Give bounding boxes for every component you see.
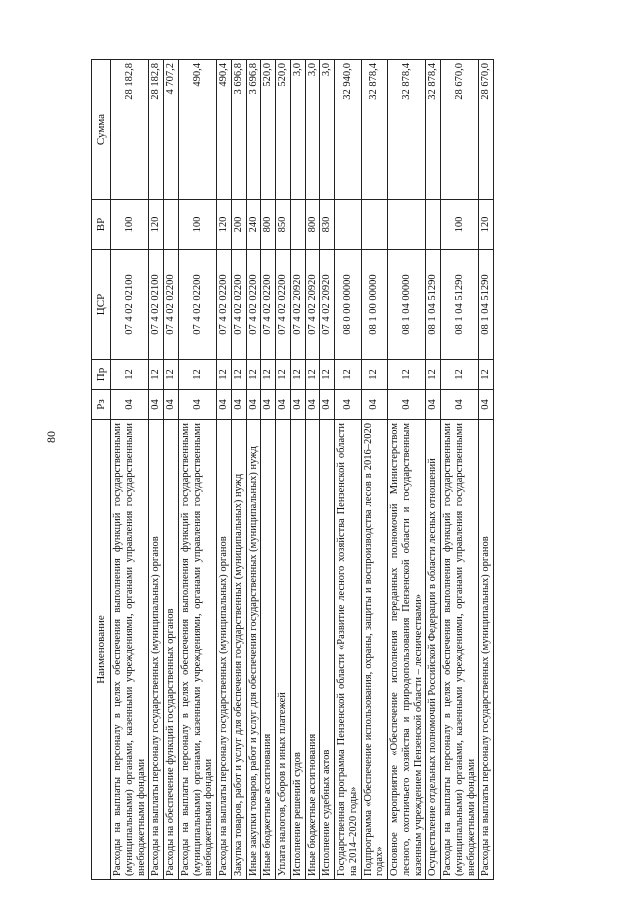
cell-csr: 07 4 02 20920 — [305, 250, 320, 360]
table-row — [178, 60, 216, 880]
cell-rz: 04 — [111, 390, 149, 420]
cell-rz: 04 — [261, 390, 276, 420]
cell-rz: 04 — [426, 390, 441, 420]
cell-rz: 04 — [320, 390, 335, 420]
table-row — [111, 60, 149, 880]
cell-sum: 3,0 — [320, 60, 335, 200]
cell-vr: 800 — [261, 200, 276, 250]
cell-name: Подпрограмма «Обеспечение использования, охраны, защиты и воспроизводства лесов в 2016–2020 годах» — [361, 420, 388, 880]
header-name: Наименование — [92, 420, 111, 880]
cell-pr: 12 — [111, 360, 149, 390]
cell-vr: 120 — [217, 200, 232, 250]
header-pr: Пр — [92, 360, 111, 390]
table-row — [426, 60, 441, 880]
table-row — [388, 60, 426, 880]
cell-sum: 28 182,8 — [149, 60, 164, 200]
cell-vr: 830 — [320, 200, 335, 250]
table-row — [276, 60, 291, 880]
cell-rz: 04 — [335, 390, 362, 420]
cell-name: Иные бюджетные ассигнования — [305, 420, 320, 880]
cell-sum: 3 696,8 — [231, 60, 246, 200]
budget-table — [91, 59, 494, 880]
cell-sum: 32 940,0 — [335, 60, 362, 200]
cell-pr: 12 — [178, 360, 216, 390]
cell-pr: 12 — [246, 360, 261, 390]
cell-rz: 04 — [276, 390, 291, 420]
cell-name: Исполнение судебных актов — [320, 420, 335, 880]
cell-sum: 28 670,0 — [479, 60, 494, 200]
cell-rz: 04 — [164, 390, 179, 420]
cell-pr: 12 — [261, 360, 276, 390]
table-row — [335, 60, 362, 880]
cell-vr — [426, 200, 441, 250]
cell-csr: 07 4 02 02200 — [164, 250, 179, 360]
cell-pr: 12 — [231, 360, 246, 390]
cell-sum: 32 878,4 — [388, 60, 426, 200]
cell-csr: 07 4 02 02200 — [246, 250, 261, 360]
table-row — [305, 60, 320, 880]
cell-csr: 08 1 04 51290 — [479, 250, 494, 360]
cell-sum: 32 878,4 — [361, 60, 388, 200]
cell-sum: 4 707,2 — [164, 60, 179, 200]
cell-vr — [388, 200, 426, 250]
cell-pr: 12 — [320, 360, 335, 390]
cell-sum: 28 670,0 — [441, 60, 479, 200]
cell-pr: 12 — [479, 360, 494, 390]
cell-pr: 12 — [276, 360, 291, 390]
table-row — [320, 60, 335, 880]
cell-pr: 12 — [217, 360, 232, 390]
cell-pr: 12 — [149, 360, 164, 390]
cell-name: Закупка товаров, работ и услуг для обеспечения государственных (муниципальных) нужд — [231, 420, 246, 880]
table-row — [149, 60, 164, 880]
table-row — [290, 60, 305, 880]
cell-csr: 07 4 02 20920 — [290, 250, 305, 360]
cell-rz: 04 — [178, 390, 216, 420]
cell-sum: 490,4 — [217, 60, 232, 200]
cell-vr — [164, 200, 179, 250]
cell-vr: 100 — [441, 200, 479, 250]
cell-rz: 04 — [305, 390, 320, 420]
cell-pr: 12 — [441, 360, 479, 390]
cell-rz: 04 — [246, 390, 261, 420]
cell-csr: 07 4 02 02200 — [217, 250, 232, 360]
cell-rz: 04 — [149, 390, 164, 420]
cell-rz: 04 — [231, 390, 246, 420]
cell-rz: 04 — [388, 390, 426, 420]
cell-vr — [335, 200, 362, 250]
cell-vr: 120 — [149, 200, 164, 250]
cell-csr: 08 1 00 00000 — [361, 250, 388, 360]
table-row — [479, 60, 494, 880]
cell-sum: 3 696,8 — [246, 60, 261, 200]
cell-pr: 12 — [164, 360, 179, 390]
cell-vr — [290, 200, 305, 250]
cell-rz: 04 — [361, 390, 388, 420]
cell-sum: 3,0 — [305, 60, 320, 200]
cell-vr: 120 — [479, 200, 494, 250]
table-row — [246, 60, 261, 880]
header-sum: Сумма — [92, 60, 111, 200]
cell-rz: 04 — [290, 390, 305, 420]
table-row — [441, 60, 479, 880]
cell-vr: 100 — [111, 200, 149, 250]
cell-pr: 12 — [335, 360, 362, 390]
cell-sum: 32 878,4 — [426, 60, 441, 200]
header-row — [92, 60, 111, 880]
cell-csr: 08 1 04 51290 — [426, 250, 441, 360]
rotated-page — [91, 60, 631, 880]
cell-csr: 07 4 02 02200 — [231, 250, 246, 360]
table-row — [361, 60, 388, 880]
cell-csr: 08 0 00 00000 — [335, 250, 362, 360]
page-number: 80 — [44, 431, 58, 443]
cell-vr: 240 — [246, 200, 261, 250]
cell-name: Расходы на выплаты персоналу государственных (муниципальных) органов — [479, 420, 494, 880]
cell-name: Расходы на обеспечение функций государственных органов — [164, 420, 179, 880]
cell-pr: 12 — [305, 360, 320, 390]
cell-sum: 490,4 — [178, 60, 216, 200]
table-row — [231, 60, 246, 880]
cell-vr: 850 — [276, 200, 291, 250]
cell-name: Расходы на выплаты персоналу в целях обеспечения выполнения функций государственными (муниципальными) органами, казенными учреждениями, органами управления государственными внебюджетными фондами — [441, 420, 479, 880]
header-vr: ВР — [92, 200, 111, 250]
cell-name: Иные бюджетные ассигнования — [261, 420, 276, 880]
cell-pr: 12 — [388, 360, 426, 390]
cell-name: Уплата налогов, сборов и иных платежей — [276, 420, 291, 880]
cell-csr: 07 4 02 02200 — [276, 250, 291, 360]
cell-name: Осуществление отдельных полномочий Российской Федерации в области лесных отношений — [426, 420, 441, 880]
cell-name: Иные закупки товаров, работ и услуг для обеспечения государственных (муниципальных) нужд — [246, 420, 261, 880]
cell-pr: 12 — [361, 360, 388, 390]
cell-rz: 04 — [217, 390, 232, 420]
cell-name: Государственная программа Пензенской области «Развитие лесного хозяйства Пензенской области на 2014–2020 годы» — [335, 420, 362, 880]
cell-vr: 200 — [231, 200, 246, 250]
cell-sum: 28 182,8 — [111, 60, 149, 200]
header-csr: ЦСР — [92, 250, 111, 360]
cell-csr: 07 4 02 02200 — [178, 250, 216, 360]
cell-pr: 12 — [290, 360, 305, 390]
cell-sum: 520,0 — [261, 60, 276, 200]
cell-rz: 04 — [441, 390, 479, 420]
cell-name: Расходы на выплаты персоналу в целях обеспечения выполнения функций государственными (муниципальными) органами, казенными учреждениями, органами управления государственными внебюджетными фондами — [111, 420, 149, 880]
cell-csr: 07 4 02 02100 — [149, 250, 164, 360]
cell-vr — [361, 200, 388, 250]
cell-name: Расходы на выплаты персоналу государственных (муниципальных) органов — [217, 420, 232, 880]
cell-pr: 12 — [426, 360, 441, 390]
cell-vr: 100 — [178, 200, 216, 250]
cell-csr: 08 1 04 51290 — [441, 250, 479, 360]
cell-csr: 08 1 04 00000 — [388, 250, 426, 360]
header-rz: Рз — [92, 390, 111, 420]
table-row — [217, 60, 232, 880]
cell-name: Расходы на выплаты персоналу в целях обеспечения выполнения функций государственными (муниципальными) органами, казенными учреждениями, органами управления государственными внебюджетными фондами — [178, 420, 216, 880]
table-row — [164, 60, 179, 880]
cell-sum: 520,0 — [276, 60, 291, 200]
cell-name: Расходы на выплаты персоналу государственных (муниципальных) органов — [149, 420, 164, 880]
cell-name: Основное мероприятие «Обеспечение исполнения переданных полномочий Министерством лесного, охотничьего хозяйства и природопользования Пензенской области и государственным казенным учреждением Пензенской области – лесничествами» — [388, 420, 426, 880]
cell-name: Исполнение решений судов — [290, 420, 305, 880]
cell-csr: 07 4 02 02100 — [111, 250, 149, 360]
cell-csr: 07 4 02 20920 — [320, 250, 335, 360]
cell-rz: 04 — [479, 390, 494, 420]
cell-sum: 3,0 — [290, 60, 305, 200]
cell-vr: 800 — [305, 200, 320, 250]
table-row — [261, 60, 276, 880]
cell-csr: 07 4 02 02200 — [261, 250, 276, 360]
